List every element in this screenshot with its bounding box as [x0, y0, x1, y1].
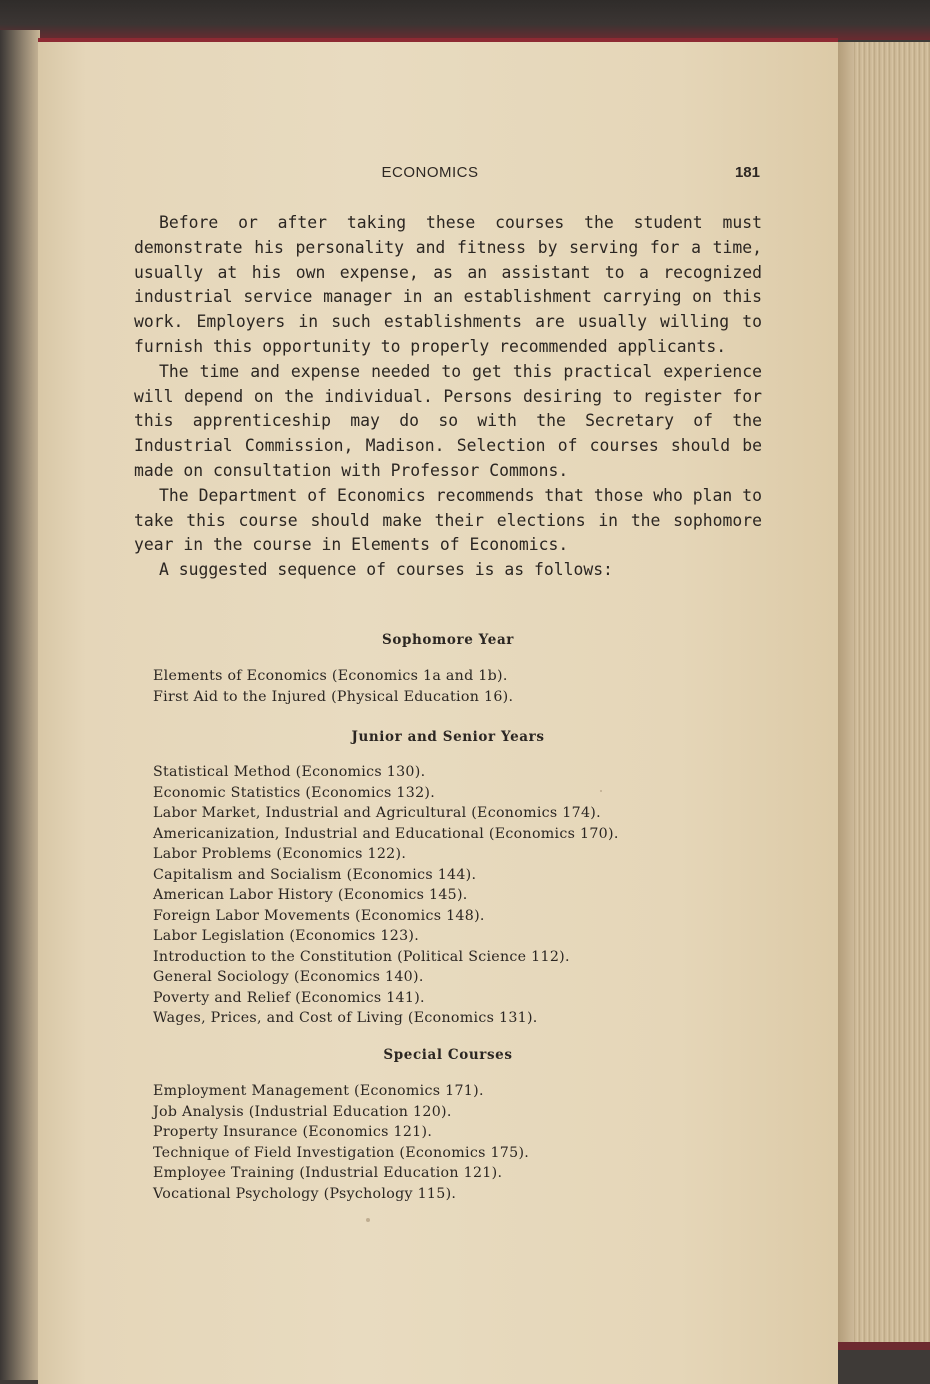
course-list-sophomore: [153, 666, 753, 707]
paper-spot: [366, 1218, 370, 1222]
course-item: Poverty and Relief (Economics 141).: [153, 989, 425, 1006]
paragraph: Before or after taking these courses the student must demonstrate his personality and fitness by serving for a time, usually at his own expense, as an assistant to a recognized industrial service manager in an establishment carrying on this work. Employers in such establishments are usually willing to furnish this opportunity to properly recommended applicants.: [134, 213, 762, 356]
course-item: Vocational Psychology (Psychology 115).: [153, 1185, 457, 1202]
course-item: Economic Statistics (Economics 132).: [153, 784, 436, 801]
course-item: Wages, Prices, and Cost of Living (Economics 131).: [153, 1010, 538, 1026]
course-item: Capitalism and Socialism (Economics 144).: [153, 866, 477, 883]
section-title-junior-senior: Junior and Senior Years: [351, 729, 545, 745]
course-item: Labor Problems (Economics 122).: [153, 846, 407, 862]
course-item: Employee Training (Industrial Education 121).: [153, 1165, 503, 1181]
course-item: First Aid to the Injured (Physical Education 16).: [153, 688, 514, 705]
course-item: Technique of Field Investigation (Economics 175).: [153, 1144, 530, 1161]
page-stack-shadow: [836, 42, 854, 1342]
course-item: American Labor History (Economics 145).: [153, 887, 468, 903]
course-item: Americanization, Industrial and Educational (Economics 170).: [153, 825, 619, 842]
left-page-edge: [0, 30, 40, 1380]
course-item: Employment Management (Economics 171).: [153, 1083, 484, 1099]
paragraph: The time and expense needed to get this practical experience will depend on the individual. Persons desiring to register for this apprenticeship may do so with the Secretary of the Industrial Commission, Madison. Selection of courses should be made on consultation with Professor Commons.: [134, 361, 762, 480]
paragraph: A suggested sequence of courses is as follows:: [159, 560, 613, 580]
paper-spot: [600, 790, 602, 792]
course-list-junior-senior: [153, 762, 753, 1029]
course-item: Statistical Method (Economics 130).: [153, 764, 426, 780]
course-list-special: [153, 1081, 753, 1204]
paragraph: The Department of Economics recommends that those who plan to take this course should make their elections in the sophomore year in the course in Elements of Economics.: [134, 485, 762, 555]
body-text: [134, 211, 762, 583]
course-item: Foreign Labor Movements (Economics 148).: [153, 907, 485, 924]
book-top-edge: [0, 0, 930, 40]
course-item: Elements of Economics (Economics 1a and 1b).: [153, 668, 508, 684]
running-header: [100, 164, 760, 190]
section-title-special: Special Courses: [383, 1047, 513, 1063]
course-item: Property Insurance (Economics 121).: [153, 1124, 433, 1140]
course-item: Labor Market, Industrial and Agricultural (Economics 174).: [153, 805, 601, 821]
section-title-sophomore: Sophomore Year: [381, 632, 515, 648]
course-item: Job Analysis (Industrial Education 120).: [153, 1103, 452, 1120]
running-title: ECONOMICS: [381, 164, 479, 181]
course-item: Labor Legislation (Economics 123).: [153, 928, 420, 944]
course-item: General Sociology (Economics 140).: [153, 969, 424, 985]
course-item: Introduction to the Constitution (Political Science 112).: [153, 948, 570, 965]
page-number: 181: [734, 164, 760, 181]
